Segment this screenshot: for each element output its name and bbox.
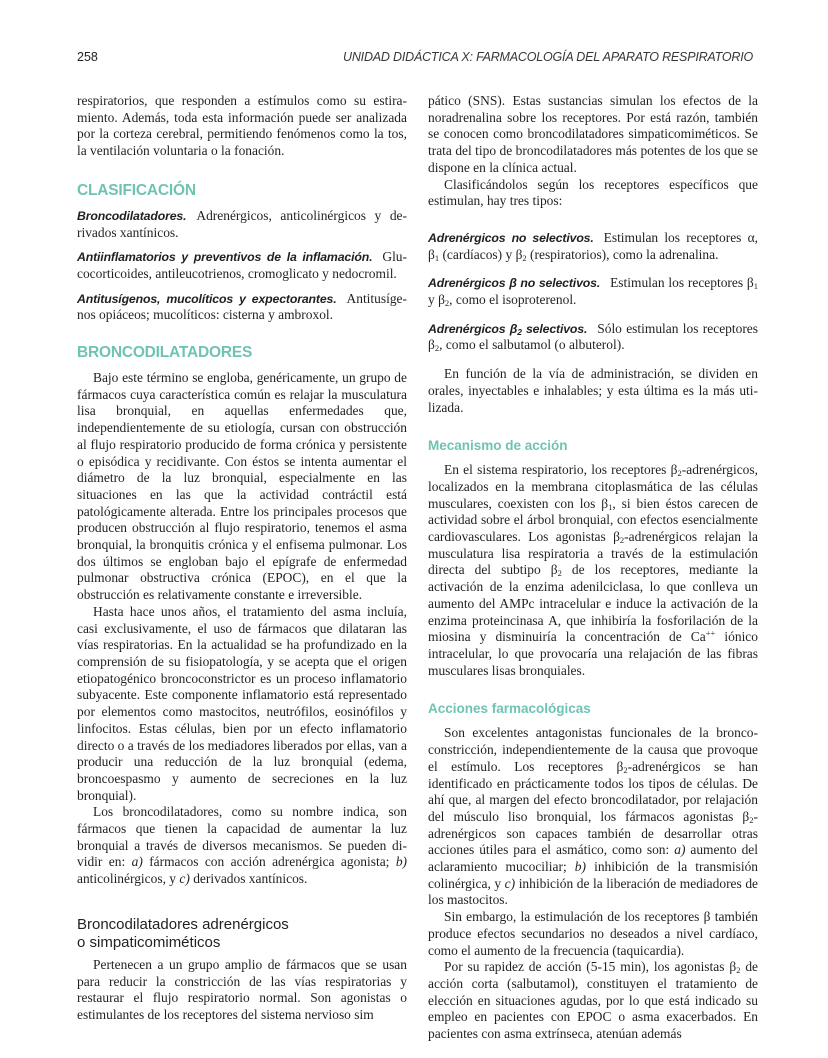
subscript: 2 xyxy=(619,535,625,546)
text-run: iónico intracelular, lo que provocaría una relajación de las fibras musculares lisas bronquiales. xyxy=(428,629,758,678)
body-paragraph: pático (SNS). Estas sustancias simulan los efectos de la noradrenalina sobre los receptores. Por está razón, también se conocen como broncodilatadores simpaticomiméticos. Se trata del tipo de broncodilatadores más potentes de los que se dispone en la clínica actual. xyxy=(428,93,758,175)
subscript: 2 xyxy=(434,343,440,354)
text-run: En el sistema respiratorio, los receptores β xyxy=(444,462,678,478)
running-head: UNIDAD DIDÁCTICA X: FARMACOLOGÍA DEL APARATO RESPIRATORIO xyxy=(343,50,753,64)
subsection-heading-adrenergicos xyxy=(77,916,407,953)
intro-paragraph: respiratorios, que responden a estímulos como su estiramiento. Además, toda esta información puede ser analizada por la corteza cerebral, permitiendo fenómenos como la tos, la ventilación voluntaria o la fonación. xyxy=(77,93,407,159)
subscript: 2 xyxy=(677,468,682,479)
classification-term: Antiinflamatorios y preventivos de la inflamación. xyxy=(77,250,373,265)
text-run: (cardíacos) y β xyxy=(439,246,523,262)
receptor-type-term: Adrenérgicos no selectivos. xyxy=(428,230,594,245)
subscript: 2 xyxy=(522,252,527,263)
section-heading-broncodilatadores: BRONCODILATADORES xyxy=(77,344,253,362)
text-run: (respiratorios), como la adrenalina. xyxy=(526,246,719,262)
classification-term: Broncodilatadores. xyxy=(77,208,187,223)
subscript: 2 xyxy=(736,965,741,976)
body-paragraph: Bajo este término se engloba, genéricamente, un grupo de fármacos cuya característica común es relajar la musculatura lisa bronquial, en aquellas enfermedades que, independientemente de su etiología, cursan con obstrucción al flujo respiratorio producido de forma crónica y persistente o episódica y recidivante. Con éstos se intenta aumentar el diámetro de la luz bronquial, especialmente en las situaciones en las que la actividad contráctil está patológicamente alterada. Entre los principales procesos que producen obstrucción al flujo respiratorio, tenemos el asma bronquial, la bronquitis crónica y el enfisema pulmonar. Los dos últimos se engloban bajo el epígrafe de enfermedad pulmonar obstructiva crónica (EPOC), en el que la obstrucción es relativamente constante e irreversible. xyxy=(77,370,407,603)
text-run: Adrenérgicos β xyxy=(428,321,518,336)
subsection-heading-acciones: Acciones farmacológicas xyxy=(428,701,591,717)
classification-term: Antitusígenos, mucolíticos y expectorantes. xyxy=(77,291,337,306)
subscript: 2 xyxy=(557,568,562,579)
body-paragraph: Sin embargo, la estimulación de los receptores β también produce efectos secundarios no deseados a nivel cardíaco, como el aumento de la frecuencia (taquicardia). xyxy=(428,909,758,958)
text-run: fármacos con acción adrenérgica agonista; xyxy=(142,854,396,870)
text-run: aumento del aclaramiento mucociliar; xyxy=(428,842,759,875)
list-marker: a) xyxy=(674,842,686,858)
body-paragraph: Clasificándolos según los receptores específicos que estimulan, hay tres tipos: xyxy=(428,176,758,209)
classification-item xyxy=(77,249,407,282)
subscript: 1 xyxy=(608,501,613,512)
classification-item xyxy=(77,208,407,241)
text-run: anticolinérgicos, y xyxy=(77,871,180,887)
body-paragraph xyxy=(77,804,407,888)
heading-line: Broncodilatadores adrenérgicos xyxy=(77,915,289,933)
subscript: 1 xyxy=(434,252,440,263)
heading-line: o simpaticomiméticos xyxy=(77,934,221,952)
list-marker: c) xyxy=(504,875,516,891)
receptor-type-term: Adrenérgicos β no selectivos. xyxy=(428,276,601,291)
text-run: -adrenérgicos son capaces también de desarrollar otras acciones útiles para el asmático, como son: xyxy=(428,808,758,858)
classification-text: Glucocorticoides, antileucotrienos, cromoglicato y nedocromil. xyxy=(77,249,407,281)
body-paragraph xyxy=(428,462,758,679)
text-run: Son excelentes antagonistas funcionales de la broncoconstricción, independientemente de la causa que provoque el estímulo. Los receptores β xyxy=(428,725,758,774)
text-run: Por su rapidez de acción (5-15 min), los agonistas β xyxy=(444,959,737,975)
left-column xyxy=(77,93,407,1024)
text-run: , si bien éstos carecen de actividad sobre el árbol bronquial, con efectos esencialmente cardiovasculares. Los agonistas β xyxy=(428,495,758,545)
receptor-type-item xyxy=(428,230,758,263)
page-header xyxy=(77,50,753,70)
text-run: y β xyxy=(428,292,445,308)
text-run: de los receptores, mediante la activación de la enzima adenilciclasa, lo que conlleva un aumento del AMPc intracelular e induce la activación de la enzima proteincinasa A, que inhibiría la fosforilación de la miosina y disminuiría la concentración de Ca xyxy=(428,562,758,645)
list-marker: b) xyxy=(574,859,586,875)
text-run: Estimulan los receptores β xyxy=(610,275,754,291)
text-run: inhibición de la transmisión colinérgica, y xyxy=(428,859,759,891)
list-marker: a) xyxy=(131,854,143,870)
text-run: Estimulan los receptores α, β xyxy=(428,229,759,262)
text-run: -adrenérgicos relajan la musculatura lisa respiratoria a través de la estimulación directa del subtipo β xyxy=(428,529,758,578)
right-column xyxy=(428,93,758,1043)
text-run: , como el isoproterenol. xyxy=(449,292,577,308)
text-run: inhibición de la liberación de mediadores de los mastocitos. xyxy=(428,875,758,908)
text-run: -adrenérgicos se han identificado en prácticamente todos los tipos de células. De ahí que, al margen del efecto broncodilatador, por relajación del músculo liso bronquial, los fármacos agonistas β xyxy=(428,758,758,824)
subscript: 2 xyxy=(444,298,450,309)
text-run: Sólo estimulan los receptores β xyxy=(428,320,759,353)
subscript: 1 xyxy=(753,281,759,292)
page-number: 258 xyxy=(77,50,98,64)
body-paragraph: En función de la vía de administración, se dividen en orales, inyectables e inhalables; y esta última es la más utilizada. xyxy=(428,366,758,415)
text-run: -adrenérgicos, localizados en la membrana citoplasmática de las células musculares, coexisten con los β xyxy=(428,462,758,511)
subscript: 2 xyxy=(517,326,522,337)
subscript: 2 xyxy=(749,814,754,825)
text-run: selectivos. xyxy=(521,321,588,336)
receptor-type-item xyxy=(428,275,758,308)
receptor-type-item xyxy=(428,321,758,354)
text-run: , como el salbutamol (o albuterol). xyxy=(439,337,625,353)
body-paragraph: Hasta hace unos años, el tratamiento del asma incluía, casi exclusivamente, el uso de fármacos que dilataran las vías respiratorias. En la actualidad se ha profundizado en la comprensión de su fisiopatología, y se acepta que el origen etiopatogénico broncoconstrictor es un proceso inflamatorio subyacente. Este componente inflamatorio está representado por elementos como mastocitos, neutrófilos, eosinófilos y linfocitos. Estas células, bien por un efecto inflamatorio directo o a través de los mediadores liberados por ellas, van a producir una reducción de la luz bronquial (edema, broncoespasmo y aumento de secreciones en la luz bronquial). xyxy=(77,603,407,803)
section-heading-clasificacion: CLASIFICACIÓN xyxy=(77,181,196,199)
subscript: 2 xyxy=(623,764,628,775)
body-paragraph xyxy=(428,725,758,909)
classification-item xyxy=(77,291,407,324)
list-marker: c) xyxy=(179,871,190,887)
body-paragraph xyxy=(428,959,758,1043)
text-run: derivados xantínicos. xyxy=(189,871,308,887)
body-paragraph: Pertenecen a un grupo amplio de fármacos que se usan para reducir la constricción de las vías respiratorias y restaurar el flujo respiratorio normal. Son agonistas o estimulantes de los receptores del sistema nervioso sim xyxy=(77,956,407,1022)
text-run: Los broncodilatadores, como su nombre indica, son fármacos que tienen la capacidad de aumentar la luz bronquial a través de diversos mecanismos. Se pueden dividir en: xyxy=(77,804,407,870)
text-run: de acción corta (salbutamol), constituyen el tratamiento de elección en situaciones agudas, por lo que está indicado su empleo en pacientes con EPOC o asma exacerbados. En pacientes con asma extrínseca, atenúan además xyxy=(428,959,758,1042)
classification-text: Antitusígenos opiáceos; mucolíticos: cisterna y ambroxol. xyxy=(77,290,407,323)
subsection-heading-mecanismo: Mecanismo de acción xyxy=(428,438,568,454)
superscript: ++ xyxy=(705,628,716,639)
classification-text: Adrenérgicos, anticolinérgicos y derivados xantínicos. xyxy=(77,207,407,240)
list-marker: b) xyxy=(395,854,408,870)
receptor-type-term xyxy=(428,322,587,336)
